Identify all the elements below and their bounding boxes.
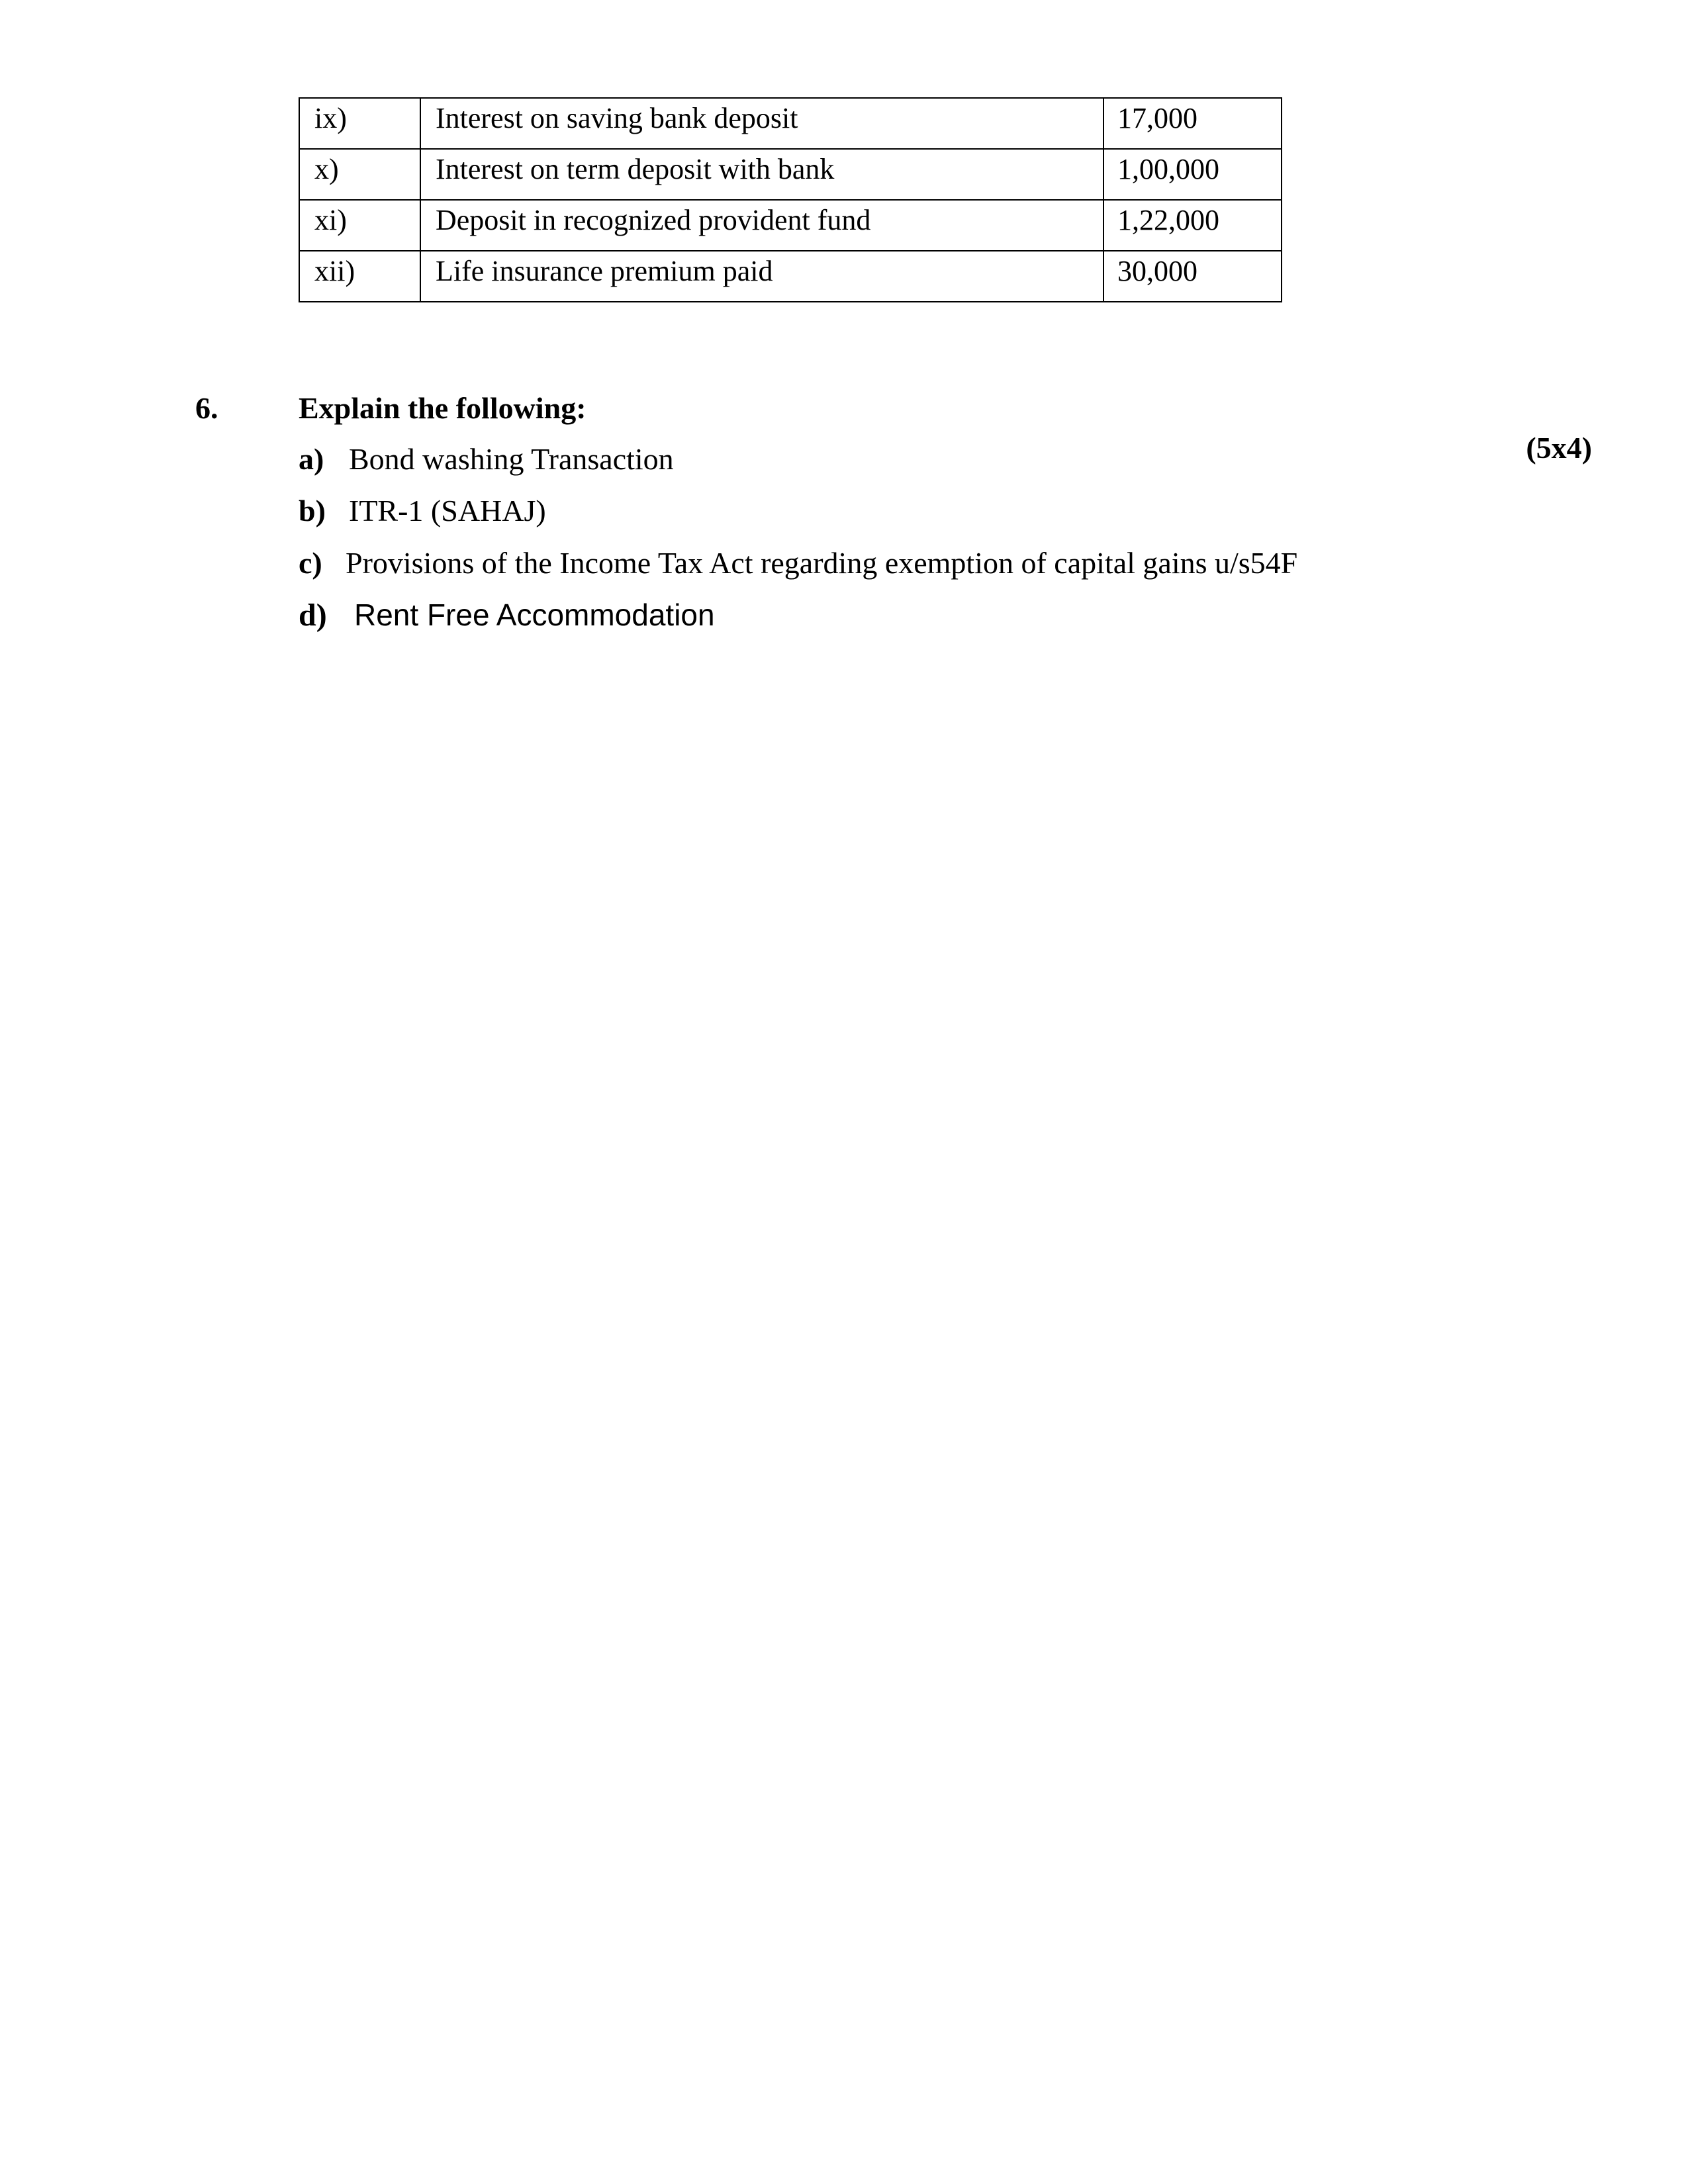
part-text: Bond washing Transaction: [349, 442, 674, 476]
question-part-b: [299, 493, 546, 529]
part-label: a): [299, 442, 324, 476]
row-number: x): [299, 149, 420, 200]
part-text: Provisions of the Income Tax Act regarding exemption of capital gains u/s54F: [346, 546, 1298, 580]
row-amount: 30,000: [1103, 251, 1282, 302]
row-item: Interest on saving bank deposit: [420, 98, 1103, 149]
table-row: [299, 251, 1282, 302]
question-part-d: [299, 597, 715, 633]
row-number: xi): [299, 200, 420, 251]
question-part-c: [299, 545, 1297, 581]
question-number: 6.: [195, 391, 218, 425]
table-row: [299, 98, 1282, 149]
part-label: c): [299, 546, 322, 580]
row-item: Interest on term deposit with bank: [420, 149, 1103, 200]
part-label: b): [299, 494, 326, 527]
row-amount: 1,22,000: [1103, 200, 1282, 251]
question-marks: (5x4): [1526, 431, 1592, 465]
question-part-a: [299, 441, 674, 477]
row-item: Life insurance premium paid: [420, 251, 1103, 302]
table-row: [299, 149, 1282, 200]
part-label: d): [299, 598, 327, 633]
part-text: Rent Free Accommodation: [354, 598, 715, 632]
part-text: ITR-1 (SAHAJ): [349, 494, 546, 527]
question-heading: Explain the following:: [299, 391, 586, 425]
table-row: [299, 200, 1282, 251]
row-number: xii): [299, 251, 420, 302]
row-number: ix): [299, 98, 420, 149]
row-amount: 17,000: [1103, 98, 1282, 149]
row-item: Deposit in recognized provident fund: [420, 200, 1103, 251]
income-items-table: [299, 97, 1282, 302]
row-amount: 1,00,000: [1103, 149, 1282, 200]
